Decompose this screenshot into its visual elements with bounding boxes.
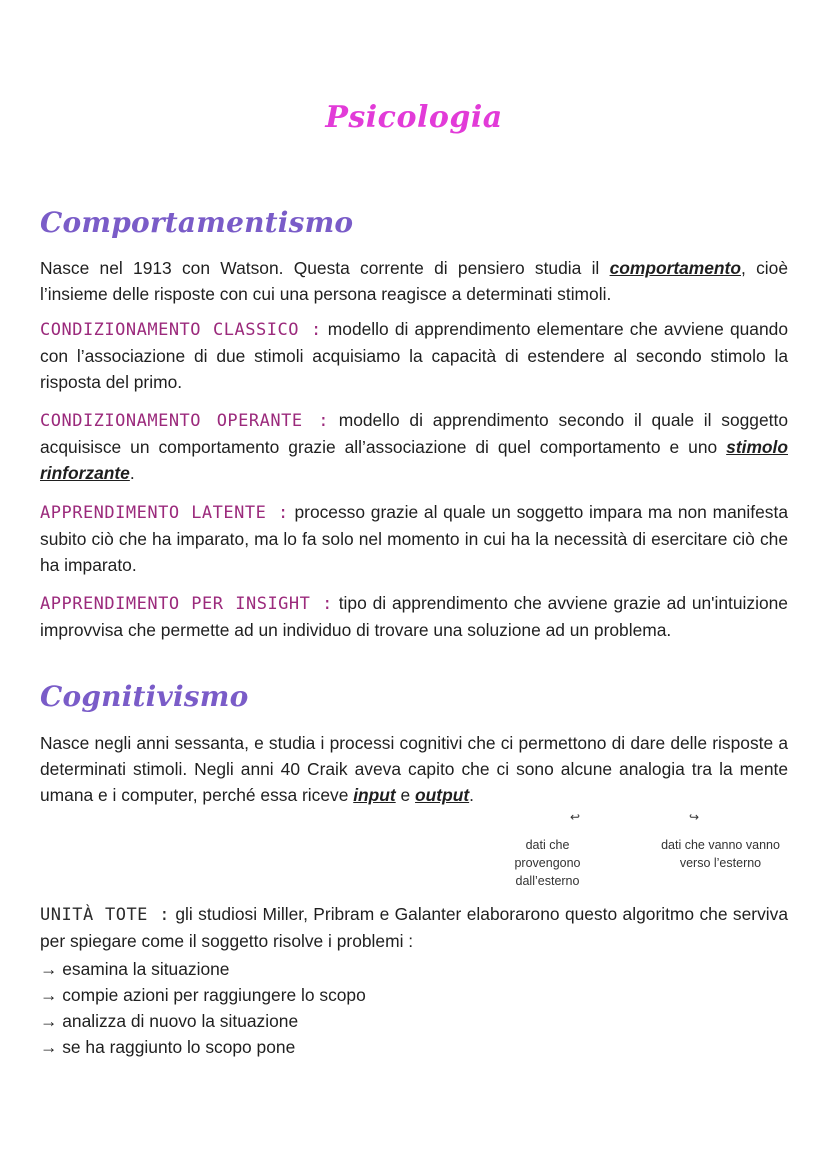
paragraph-comportamentismo-intro xyxy=(40,255,788,307)
list-item: → compie azioni per raggiungere lo scopo xyxy=(40,985,366,1005)
definition-text: modello di apprendimento elementare che avviene quando con l’associazione di due stimoli acquisiamo la capacità di estendere al secondo stimolo la risposta del primo. xyxy=(40,319,788,392)
section-heading-comportamentismo: Comportamentismo xyxy=(40,206,354,239)
keyword-stimolo-rinforzante: stimolo rinforzante xyxy=(40,437,788,483)
definition-text: modello di apprendimento secondo il quale il soggetto acquisisce un comportamento grazie all’associazione di quel comportamento e uno xyxy=(40,410,788,457)
list-item: → esamina la situazione xyxy=(40,959,230,979)
definition-end: . xyxy=(129,463,135,483)
term-apprendimento-latente: APPRENDIMENTO LATENTE : xyxy=(40,503,289,523)
return-right-arrow-icon: ↪ xyxy=(689,810,700,824)
keyword-comportamento: comportamento xyxy=(609,258,741,278)
intro-text: Nasce negli anni sessanta, e studia i processi cognitivi che ci permettono di dare delle risposte a determinati stimoli. Negli anni 40 Craik aveva capito che ci sono alcune analogia tra la mente umana e i computer, perché essa riceve xyxy=(40,733,788,805)
paragraph-cognitivismo-intro xyxy=(40,730,788,808)
term-apprendimento-insight: APPRENDIMENTO PER INSIGHT : xyxy=(40,594,333,614)
definition-unita-tote xyxy=(40,901,788,954)
term-condizionamento-classico: CONDIZIONAMENTO CLASSICO : xyxy=(40,320,322,340)
tote-steps-list xyxy=(40,956,366,1060)
intro-end: . xyxy=(469,785,474,805)
list-item: → analizza di nuovo la situazione xyxy=(40,1011,299,1031)
page-title: Psicologia xyxy=(325,100,503,135)
keyword-input: input xyxy=(353,785,396,805)
list-item: → se ha raggiunto lo scopo pone xyxy=(40,1037,296,1057)
section-heading-cognitivismo: Cognitivismo xyxy=(40,680,249,713)
definition-text: gli studiosi Miller, Pribram e Galanter elaborarono questo algoritmo che serviva per spiegare come il soggetto risolve i problemi : xyxy=(40,904,788,951)
definition-condizionamento-classico xyxy=(40,316,788,395)
definition-text: processo grazie al quale un soggetto impara ma non manifesta subito ciò che ha imparato, ma lo fa solo nel momento in cui ha la necessità di esercitare ciò che ha imparato. xyxy=(40,502,788,575)
note-input-description: dati che provengono dall’esterno xyxy=(514,838,581,888)
intro-conjunction: e xyxy=(395,785,416,805)
definition-condizionamento-operante xyxy=(40,407,788,486)
intro-text-end: , cioè l’insieme delle risposte con cui una persona reagisce a determinati stimoli. xyxy=(40,258,788,304)
definition-text: tipo di apprendimento che avviene grazie ad un'intuizione improvvisa che permette ad un individuo di trovare una soluzione ad un problema. xyxy=(40,593,788,640)
term-condizionamento-operante: CONDIZIONAMENTO OPERANTE : xyxy=(40,411,329,431)
keyword-output: output xyxy=(415,785,470,805)
intro-text: Nasce nel 1913 con Watson. Questa corrente di pensiero studia il xyxy=(40,258,610,278)
return-left-arrow-icon: ↩ xyxy=(570,810,581,824)
definition-apprendimento-insight xyxy=(40,590,788,643)
note-output-description: dati che vanno vanno verso l’esterno xyxy=(661,838,780,870)
definition-apprendimento-latente xyxy=(40,499,788,578)
term-unita-tote: UNITÀ TOTE : xyxy=(40,905,170,925)
